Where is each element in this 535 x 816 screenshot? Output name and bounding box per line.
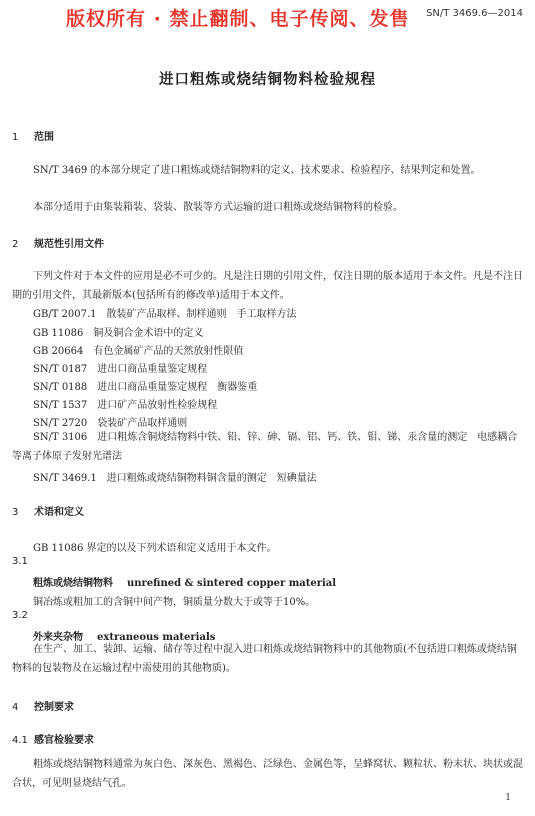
section-3-heading [12, 503, 84, 518]
section-title: 控制要求 [34, 702, 74, 713]
section-1-paragraph-1: SN/T 3469 的本部分规定了进口粗炼或烧结铜物料的定义、技术要求、检验程序、结果判定和处置。 [33, 165, 481, 176]
term-definition: 在生产、加工、装卸、运输、储存等过程中混入进口粗炼或烧结铜物料中的其他物质(不包括进口粗炼或烧结铜物料的包装物及在运输过程中需使用的其他物质)。 [12, 644, 517, 674]
term-number: 3.1 [12, 556, 28, 567]
reference-item: SN/T 2720 袋装矿产品取样通则 [33, 418, 188, 429]
section-2-intro: 下列文件对于本文件的应用是必不可少的。凡是注日期的引用文件，仅注日期的版本适用于本文件。凡是不注日期的引用文件，其最新版本(包括所有的修改单)适用于本文件。 [12, 271, 523, 301]
subsection-number: 4.1 [12, 735, 28, 746]
section-number: 3 [12, 507, 19, 518]
subsection-4-1-heading [12, 731, 94, 746]
watermark-text: 版权所有 · 禁止翻制、电子传阅、发售 [66, 8, 410, 30]
reference-item: SN/T 0187 进出口商品重量鉴定规程 [33, 364, 208, 375]
section-number: 4 [12, 702, 19, 713]
section-number: 1 [12, 132, 19, 143]
term-number: 3.2 [12, 610, 28, 621]
section-4-heading [12, 698, 74, 713]
section-2-heading [12, 235, 104, 250]
subsection-title: 感官检验要求 [34, 735, 94, 746]
section-1-heading [12, 128, 54, 143]
reference-item: SN/T 3469.1 进口粗炼或烧结铜物料铜含量的测定 短碘量法 [33, 473, 317, 484]
reference-item-long: SN/T 3106 进口粗炼含铜烧结物料中铁、铅、锌、砷、镉、铝、钙、铁、钼、锑、汞含量的测定 电感耦合等离子体原子发射光谱法 [12, 432, 518, 462]
reference-item: GB 20664 有色金属矿产品的天然放射性限值 [33, 346, 244, 357]
term-english: extraneous materials [97, 632, 216, 643]
term-heading [33, 574, 336, 589]
section-1-paragraph-2: 本部分适用于由集装箱装、袋装、散装等方式运输的进口粗炼或烧结铜物料的检验。 [33, 202, 403, 213]
term-definition: 铜冶炼或粗加工的含铜中间产物，铜质量分数大于或等于10%。 [33, 597, 316, 608]
reference-item: SN/T 1537 进口矿产品放射性检验规程 [33, 400, 218, 411]
section-title: 术语和定义 [34, 507, 84, 518]
section-3-intro: GB 11086 界定的以及下列术语和定义适用于本文件。 [33, 543, 277, 554]
standard-code: SN/T 3469.6—2014 [426, 8, 523, 19]
term-chinese: 粗炼或烧结铜物料 [33, 578, 113, 589]
subsection-4-1-text: 粗炼或烧结铜物料通常为灰白色、深灰色、黑褐色、泛绿色、金属色等，呈蜂窝状、颗粒状、粉末状、块状或混合状，可见明显烧结气孔。 [12, 759, 523, 789]
section-number: 2 [12, 239, 19, 250]
reference-item: GB 11086 铜及铜合金术语中的定义 [33, 328, 204, 339]
document-title: 进口粗炼或烧结铜物料检验规程 [159, 72, 376, 88]
section-title: 范围 [34, 132, 54, 143]
reference-item: SN/T 0188 进出口商品重量鉴定规程 衡器鉴重 [33, 382, 258, 393]
reference-item: GB/T 2007.1 散装矿产品取样、制样通则 手工取样方法 [33, 309, 297, 320]
page-number: 1 [505, 793, 511, 803]
term-chinese: 外来夹杂物 [33, 632, 83, 643]
term-english: unrefined & sintered copper material [127, 578, 337, 589]
section-title: 规范性引用文件 [34, 239, 104, 250]
